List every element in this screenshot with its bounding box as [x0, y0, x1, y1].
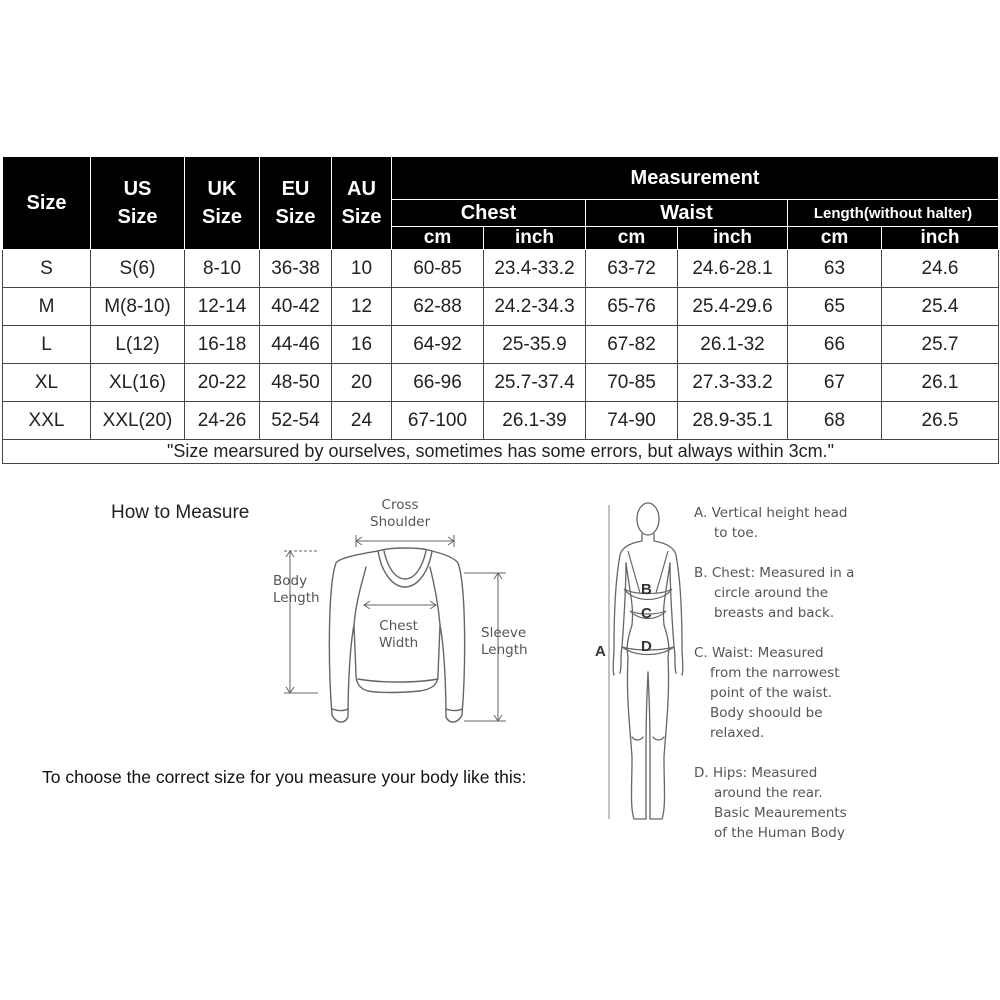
table-cell: 25-35.9	[484, 326, 586, 364]
table-cell: 70-85	[586, 364, 678, 402]
how-to-measure-title: How to Measure	[111, 502, 250, 523]
table-cell: 25.7	[882, 326, 999, 364]
table-cell: 67-100	[392, 402, 484, 440]
body-letter-b: B	[641, 581, 652, 598]
header-unit-inch: inch	[484, 227, 586, 250]
header-size: Size	[3, 157, 91, 250]
table-cell: 60-85	[392, 250, 484, 288]
table-cell: 12-14	[185, 288, 260, 326]
header-unit-inch: inch	[678, 227, 788, 250]
table-cell: 23.4-33.2	[484, 250, 586, 288]
table-cell: 74-90	[586, 402, 678, 440]
table-cell: 40-42	[260, 288, 332, 326]
table-cell: 66-96	[392, 364, 484, 402]
header-length: Length(without halter)	[788, 200, 999, 227]
table-row	[3, 402, 999, 440]
human-body-diagram-icon	[600, 497, 700, 829]
table-cell: 52-54	[260, 402, 332, 440]
table-cell: 48-50	[260, 364, 332, 402]
header-unit-cm: cm	[586, 227, 678, 250]
header-eu-size: EU Size	[260, 157, 332, 250]
sleeve-length-label: Sleeve Length	[481, 625, 528, 658]
body-length-label: Body Length	[273, 573, 320, 606]
description-b: B. Chest: Measured in a circle around the breasts and back.	[694, 565, 855, 621]
table-cell: 24.6-28.1	[678, 250, 788, 288]
table-cell: 36-38	[260, 250, 332, 288]
size-chart-table	[2, 156, 999, 464]
table-cell: 24.6	[882, 250, 999, 288]
body-letter-d: D	[641, 638, 652, 655]
table-row	[3, 364, 999, 402]
table-cell: 20	[332, 364, 392, 402]
table-cell: 67-82	[586, 326, 678, 364]
instruction-text: To choose the correct size for you measure your body like this:	[42, 767, 527, 787]
table-cell: 24	[332, 402, 392, 440]
size-disclaimer-note: "Size mearsured by ourselves, sometimes has some errors, but always within 3cm."	[3, 440, 999, 464]
table-cell: 28.9-35.1	[678, 402, 788, 440]
header-waist: Waist	[586, 200, 788, 227]
table-cell: 12	[332, 288, 392, 326]
table-cell: S(6)	[91, 250, 185, 288]
table-cell: 64-92	[392, 326, 484, 364]
table-cell: 16	[332, 326, 392, 364]
body-letter-a: A	[595, 643, 606, 660]
table-cell: 24.2-34.3	[484, 288, 586, 326]
table-cell: 26.5	[882, 402, 999, 440]
description-d: D. Hips: Measured around the rear. Basic Meaurements of the Human Body	[694, 765, 847, 841]
table-cell: 68	[788, 402, 882, 440]
chest-width-label: Chest Width	[379, 618, 419, 651]
table-cell: L	[3, 326, 91, 364]
table-cell: M(8-10)	[91, 288, 185, 326]
table-cell: 63-72	[586, 250, 678, 288]
header-chest: Chest	[392, 200, 586, 227]
table-cell: XL(16)	[91, 364, 185, 402]
table-row	[3, 250, 999, 288]
table-cell: 25.7-37.4	[484, 364, 586, 402]
table-row	[3, 288, 999, 326]
table-cell: M	[3, 288, 91, 326]
table-cell: 26.1-32	[678, 326, 788, 364]
description-c: C. Waist: Measured from the narrowest point of the waist. Body shoould be relaxed.	[694, 645, 840, 741]
table-cell: XL	[3, 364, 91, 402]
table-cell: 26.1-39	[484, 402, 586, 440]
table-cell: 65	[788, 288, 882, 326]
table-cell: 27.3-33.2	[678, 364, 788, 402]
table-cell: 10	[332, 250, 392, 288]
table-cell: XXL(20)	[91, 402, 185, 440]
table-cell: 16-18	[185, 326, 260, 364]
table-cell: S	[3, 250, 91, 288]
table-cell: 24-26	[185, 402, 260, 440]
table-cell: 63	[788, 250, 882, 288]
table-row	[3, 326, 999, 364]
table-cell: L(12)	[91, 326, 185, 364]
table-cell: 44-46	[260, 326, 332, 364]
table-cell: 25.4	[882, 288, 999, 326]
table-header	[3, 157, 999, 250]
table-cell: 62-88	[392, 288, 484, 326]
table-cell: 25.4-29.6	[678, 288, 788, 326]
table-cell: 20-22	[185, 364, 260, 402]
header-uk-size: UK Size	[185, 157, 260, 250]
header-unit-inch: inch	[882, 227, 999, 250]
description-a: A. Vertical height head to toe.	[694, 505, 848, 541]
table-cell: 26.1	[882, 364, 999, 402]
table-body	[3, 250, 999, 464]
header-us-size: US Size	[91, 157, 185, 250]
table-cell: XXL	[3, 402, 91, 440]
header-measurement: Measurement	[392, 157, 999, 200]
header-au-size: AU Size	[332, 157, 392, 250]
table-cell: 67	[788, 364, 882, 402]
table-cell: 8-10	[185, 250, 260, 288]
table-cell: 65-76	[586, 288, 678, 326]
table-cell: 66	[788, 326, 882, 364]
header-unit-cm: cm	[392, 227, 484, 250]
cross-shoulder-label: Cross Shoulder	[370, 497, 431, 530]
table-note-row	[3, 440, 999, 464]
header-unit-cm: cm	[788, 227, 882, 250]
body-letter-c: C	[641, 605, 652, 622]
